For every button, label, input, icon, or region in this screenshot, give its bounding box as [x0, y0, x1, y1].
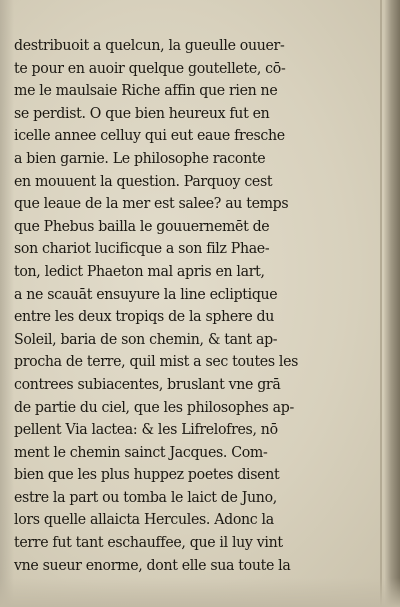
text-line: te pour en auoir quelque goutellete, cō-	[14, 58, 286, 77]
text-line: contrees subiacentes, bruslant vne grā	[14, 374, 281, 393]
text-block	[14, 34, 344, 576]
text-line: estre la part ou tomba le laict de Juno,	[14, 487, 277, 506]
page-edge-line	[380, 0, 382, 607]
text-line: me le maulsaie Riche affin que rien ne	[14, 81, 278, 100]
text-line: son chariot lucificque a son filz Phae-	[14, 239, 270, 258]
page-edge	[384, 0, 400, 607]
text-line: terre fut tant eschauffee, que il luy vint	[14, 533, 283, 552]
text-line: pellent Via lactea: & les Lifrelofres, nō	[14, 420, 278, 439]
text-line: en mouuent la question. Parquoy cest	[14, 171, 273, 190]
text-line: Soleil, baria de son chemin, & tant ap-	[14, 329, 278, 348]
text-line: a bien garnie. Le philosophe raconte	[14, 148, 266, 167]
text-line: lors quelle allaicta Hercules. Adonc la	[14, 510, 274, 529]
text-line: se perdist. O que bien heureux fut en	[14, 103, 270, 122]
text-line: icelle annee celluy qui eut eaue fresche	[14, 126, 285, 145]
text-line: de partie du ciel, que les philosophes ap-	[14, 397, 294, 416]
text-line: destribuoit a quelcun, la gueulle ouuer-	[14, 36, 285, 54]
text-line: procha de terre, quil mist a sec toutes les	[14, 352, 299, 371]
text-line: bien que les plus huppez poetes disent	[14, 465, 280, 484]
text-line: ton, ledict Phaeton mal apris en lart,	[14, 261, 265, 280]
text-line: ment le chemin sainct Jacques. Com-	[14, 442, 268, 461]
text-line: entre les deux tropiqs de la sphere du	[14, 307, 275, 326]
gutter-shadow	[0, 0, 14, 607]
page-bottom-shade	[0, 578, 400, 607]
text-line: a ne scauāt ensuyure la line ecliptique	[14, 284, 278, 303]
text-line: que Phebus bailla le gouuernemēt de	[14, 216, 270, 235]
text-line: que leaue de la mer est salee? au temps	[14, 194, 289, 213]
text-line: vne sueur enorme, dont elle sua toute la	[14, 555, 291, 574]
